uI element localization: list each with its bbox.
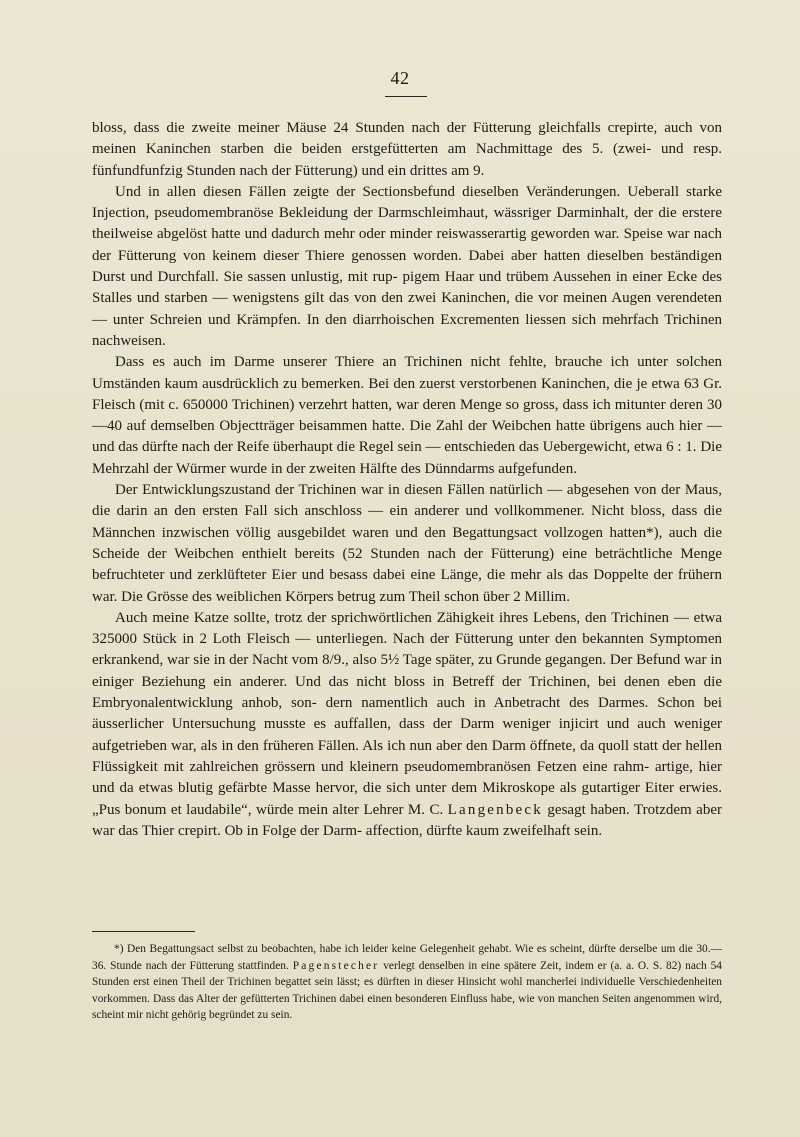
footnote-text-a: *) Den Begattungsact selbst zu beobachten, habe ich leider keine Gelegenheit gehabt. Wie es scheint, dürfte derselbe um die 30.—36. Stunde nach der Fütterung stattfinden.	[92, 943, 722, 972]
footnote-text-b: verlegt denselben in eine spätere Zeit, indem er (a. a. O. S. 82) nach 54 Stunden erst einen Theil der Trichinen begattet sein lässt; es dürften in dieser Hinsicht wohl mancherlei individuelle Verschiedenheiten vorkommen. Dass das Alter der gefütterten Trichinen dabei einen besonderen Einfluss habe, wie von manchen Seiten angenommen wird, scheint mir nicht gehörig begründet zu sein.	[92, 959, 722, 1022]
paragraph-1: bloss, dass die zweite meiner Mäuse 24 Stunden nach der Fütterung gleichfalls crepirte, auch von meinen Kaninchen starben die beiden erstgefütterten am Nachmittage des 5. (zwei- und resp. fünfundfunfzig Stunden nach der Fütterung) und ein drittes am 9.	[92, 120, 722, 179]
page-number: 42	[390, 68, 410, 88]
paragraph-5	[92, 608, 722, 842]
page-number-underline	[385, 96, 427, 97]
paragraph-4: Der Entwicklungszustand der Trichinen war in diesen Fällen natürlich — abgesehen von der Maus, die darin an den ersten Fall sich anschloss — ein anderer und vollkommener. Nicht bloss, dass die Männchen inzwischen völlig ausgebildet waren und den Begattungsact vollzogen hatten*), auch die Scheide der Weibchen enthielt bereits (52 Stunden nach der Fütterung) eine beträchtliche Menge befruchteter und zerklüfteter Eier und besass dabei eine Länge, die mehr als das Doppelte der frühern war. Die Grösse des weiblichen Körpers betrug zum Theil schon über 2 Millim.	[92, 482, 722, 605]
paragraph-2: Und in allen diesen Fällen zeigte der Sectionsbefund dieselben Veränderungen. Ueberall starke Injection, pseudomembranöse Bekleidung der Darmschleimhaut, wässriger Darminhalt, der die erstere theilweise abgelöst hatte und dadurch mehr oder minder reiswasserartig geworden war. Speise war nach der Fütterung von keinem dieser Thiere genossen worden. Dabei aber hatten dieselben beständigen Durst und Durchfall. Sie sassen unlustig, mit rup- pigem Haar und trübem Aussehen in einer Ecke des Stalles und starben — wenigstens gilt das von den zwei Kaninchen, die vor meinen Augen verendeten — unter Schreien und Krämpfen. In den diarrhoischen Excrementen liessen sich mehrfach Trichinen nachweisen.	[92, 183, 722, 349]
author-name-pagenstecher: Pagenstecher	[292, 959, 380, 972]
footnote-separator	[92, 931, 195, 932]
author-name-langenbeck: Langenbeck	[447, 801, 543, 818]
paragraph-3: Dass es auch im Darme unserer Thiere an Trichinen nicht fehlte, brauche ich unter solchen Umständen kaum ausdrücklich zu bemerken. Bei den zuerst verstorbenen Kaninchen, die je etwa 63 Gr. Fleisch (mit c. 650000 Trichinen) verzehrt hatten, war deren Menge so gross, dass ich mitunter deren 30—40 auf demselben Objectträger beisammen hatte. Die Zahl der Weibchen hatte übrigens auch hier — und das dürfte nach der Reife überhaupt die Regel sein — entschieden das Uebergewicht, etwa 6 : 1. Die Mehrzahl der Würmer wurde in der zweiten Hälfte des Dünndarms aufgefunden.	[92, 354, 722, 477]
paragraph-5-text-a: Auch meine Katze sollte, trotz der sprichwörtlichen Zähigkeit ihres Lebens, den Trichinen — etwa 325000 Stück in 2 Loth Fleisch — unterliegen. Nach der Fütterung unter den bekannten Symptomen erkrankend, war sie in der Nacht vom 8/9., also 5½ Tage später, zu Grunde gegangen. Der Befund war in einiger Beziehung ein anderer. Und das nicht bloss in Betreff der Trichinen, bei denen eben die Embryonalentwicklung anhob, son- dern namentlich auch in Anbetracht des Darmes. Schon bei äusserlicher Untersuchung musste es auffallen, dass der Darm weniger injicirt und auch weniger aufgetrieben war, als in den früheren Fällen. Als ich nun aber den Darm öffnete, da quoll statt der hellen Flüssigkeit mit zahlreichen grössern und kleinern pseudomembranösen Fetzen eine rahm- artige, hier und da etwas blutig gefärbte Masse hervor, die sich unter dem Mikroskope als gutartiger Eiter erwies. „Pus bonum et laudabile“, würde mein alter Lehrer M. C.	[92, 609, 722, 818]
paragraph-5-text-b: gesagt haben. Trotzdem aber war das Thier crepirt. Ob in Folge der Darm- affection, dürfte kaum zweifelhaft sein.	[92, 801, 722, 839]
footnote-text	[92, 941, 722, 1024]
footnote	[92, 941, 722, 1024]
body-text	[92, 118, 722, 842]
